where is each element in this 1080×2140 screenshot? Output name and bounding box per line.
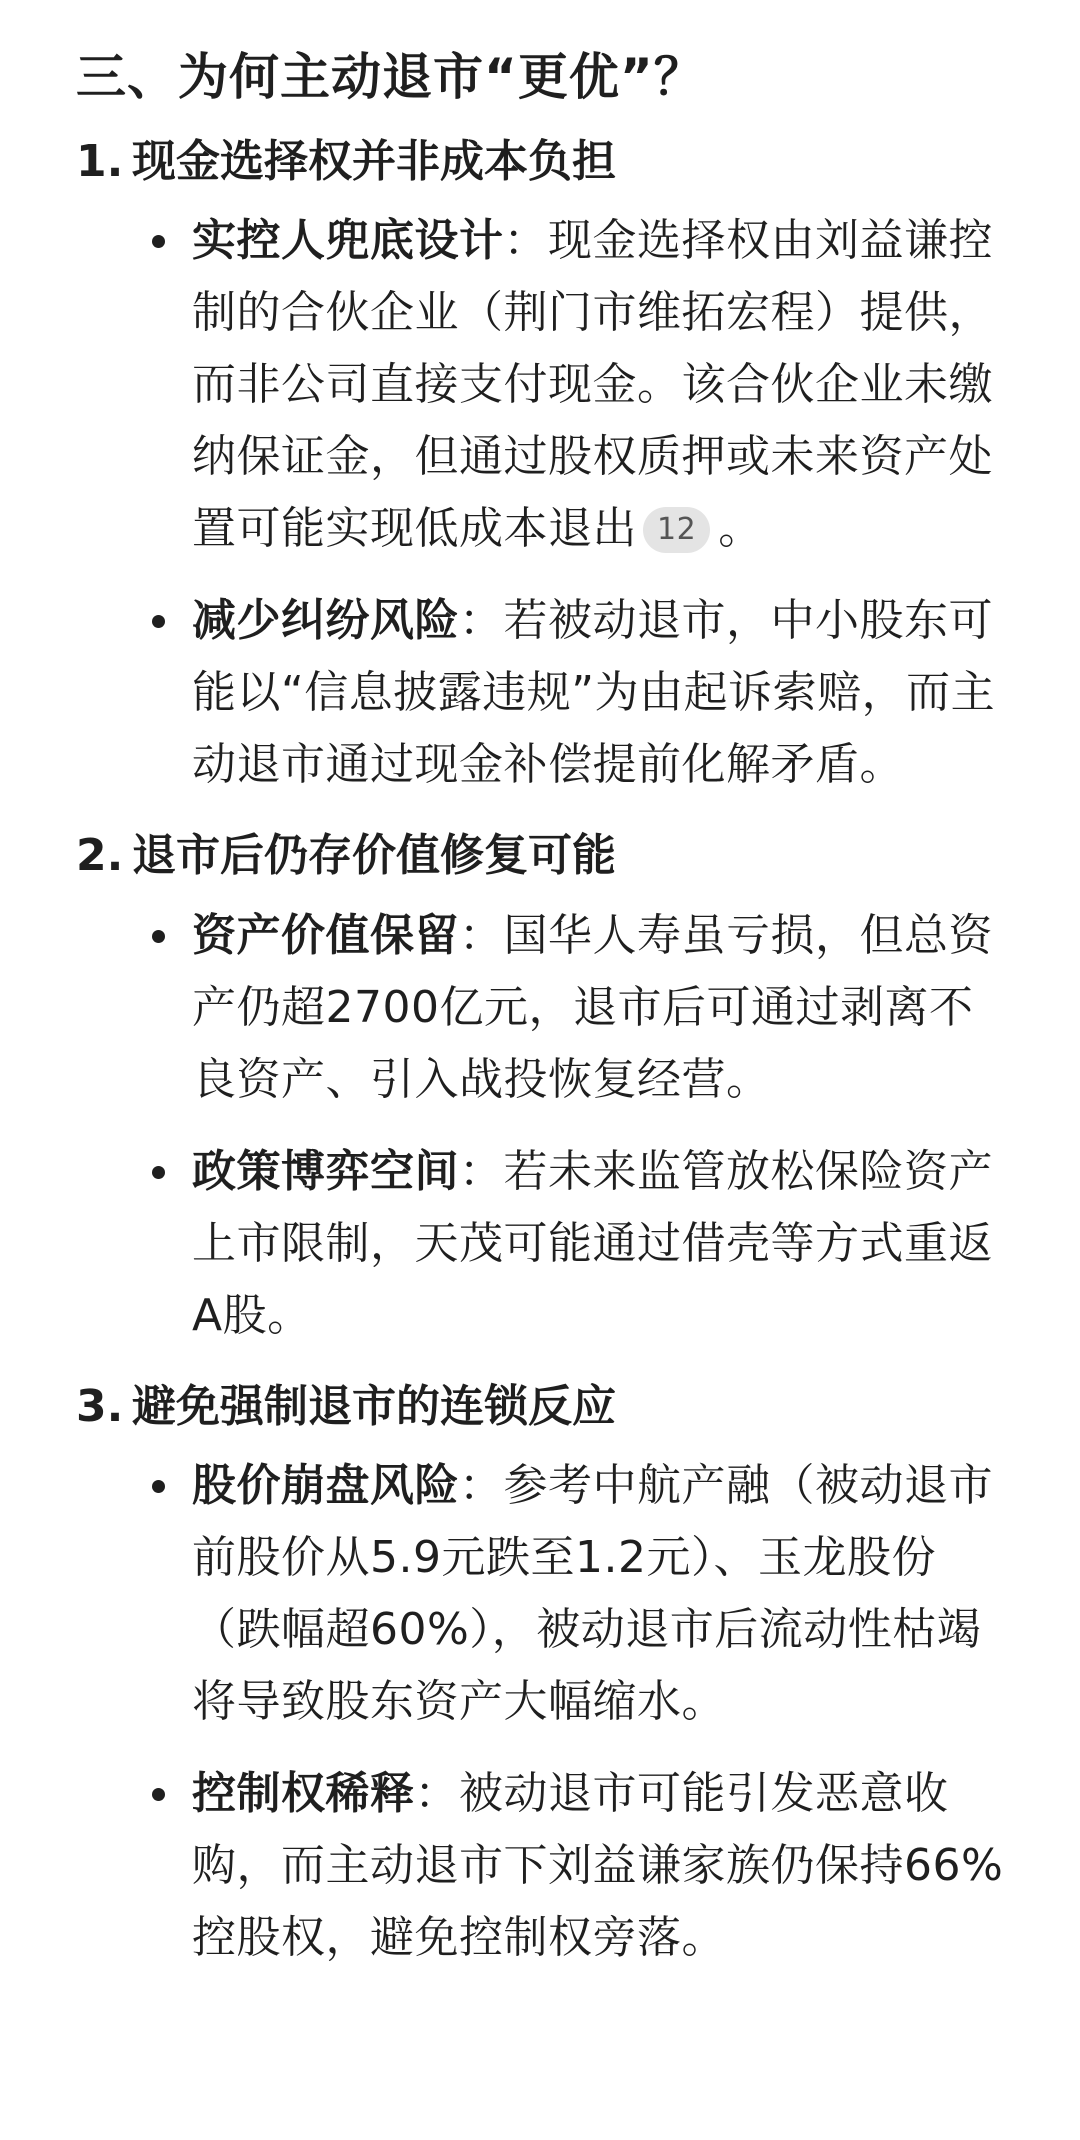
bullet-text: 若被动退市，中小股东可能以“信息披露违规”为由起诉索赔，而主动退市通过现金补偿提前化解矛盾。 [192, 595, 996, 791]
bullet-text: 国华人寿虽亏损，但总资产仍超2700亿元，退市后可通过剥离不良资产、引入战投恢复经营。 [192, 909, 993, 1105]
section-3-title [76, 1372, 1010, 1442]
list-item [146, 900, 1010, 1116]
bullet-separator: ： [414, 1768, 459, 1820]
bullet-separator: ： [503, 215, 548, 267]
bullet-separator: ： [459, 595, 504, 647]
bullet-term: 实控人兜底设计 [192, 215, 504, 267]
bullet-term: 减少纠纷风险 [192, 595, 459, 647]
bullet-icon [152, 235, 165, 248]
bullet-separator: ： [459, 1145, 504, 1197]
bullet-text: 若未来监管放松保险资产上市限制，天茂可能通过借壳等方式重返A股。 [192, 1145, 993, 1341]
bullet-icon [152, 1480, 165, 1493]
section-number: 3. [76, 1380, 124, 1432]
bullet-term: 政策博弈空间 [192, 1145, 459, 1197]
bullet-text: 现金选择权由刘益谦控制的合伙企业（荆门市维拓宏程）提供，而非公司直接支付现金。该合伙企业未缴纳保证金，但通过股权质押或未来资产处置可能实现低成本退出 [192, 215, 993, 555]
bullet-list [146, 205, 1010, 801]
list-item [146, 1136, 1010, 1352]
bullet-list [146, 900, 1010, 1352]
section-1-title [76, 127, 1010, 197]
bullet-icon [152, 1788, 165, 1801]
bullet-term: 资产价值保留 [192, 909, 459, 961]
list-item [146, 585, 1010, 801]
bullet-separator: ： [459, 1460, 504, 1512]
section-1 [76, 127, 1010, 801]
section-number: 2. [76, 830, 124, 882]
section-2 [76, 821, 1010, 1351]
list-item [146, 1758, 1010, 1974]
section-title-text: 退市后仍存价值修复可能 [132, 830, 616, 882]
bullet-text: 被动退市可能引发恶意收购，而主动退市下刘益谦家族仍保持66%控股权，避免控制权旁落。 [192, 1768, 1004, 1964]
section-title-text: 避免强制退市的连锁反应 [132, 1380, 616, 1432]
list-item [146, 1450, 1010, 1738]
section-number: 1. [76, 136, 124, 187]
section-title-text: 现金选择权并非成本负担 [132, 136, 616, 187]
bullet-icon [152, 1166, 165, 1179]
bullet-list [146, 1450, 1010, 1974]
citation-badge[interactable]: 12 [643, 507, 710, 553]
section-3 [76, 1372, 1010, 1974]
bullet-tail: 。 [718, 503, 763, 555]
bullet-term: 股价崩盘风险 [192, 1460, 459, 1512]
bullet-term: 控制权稀释 [192, 1768, 415, 1820]
section-2-title [76, 821, 1010, 891]
bullet-icon [152, 930, 165, 943]
bullet-icon [152, 615, 165, 628]
bullet-text: 参考中航产融（被动退市前股价从5.9元跌至1.2元）、玉龙股份（跌幅超60%），被动退市后流动性枯竭将导致股东资产大幅缩水。 [192, 1460, 993, 1728]
list-item [146, 205, 1010, 565]
section-heading: 三、为何主动退市“更优”？ [76, 48, 705, 106]
bullet-separator: ： [459, 909, 504, 961]
